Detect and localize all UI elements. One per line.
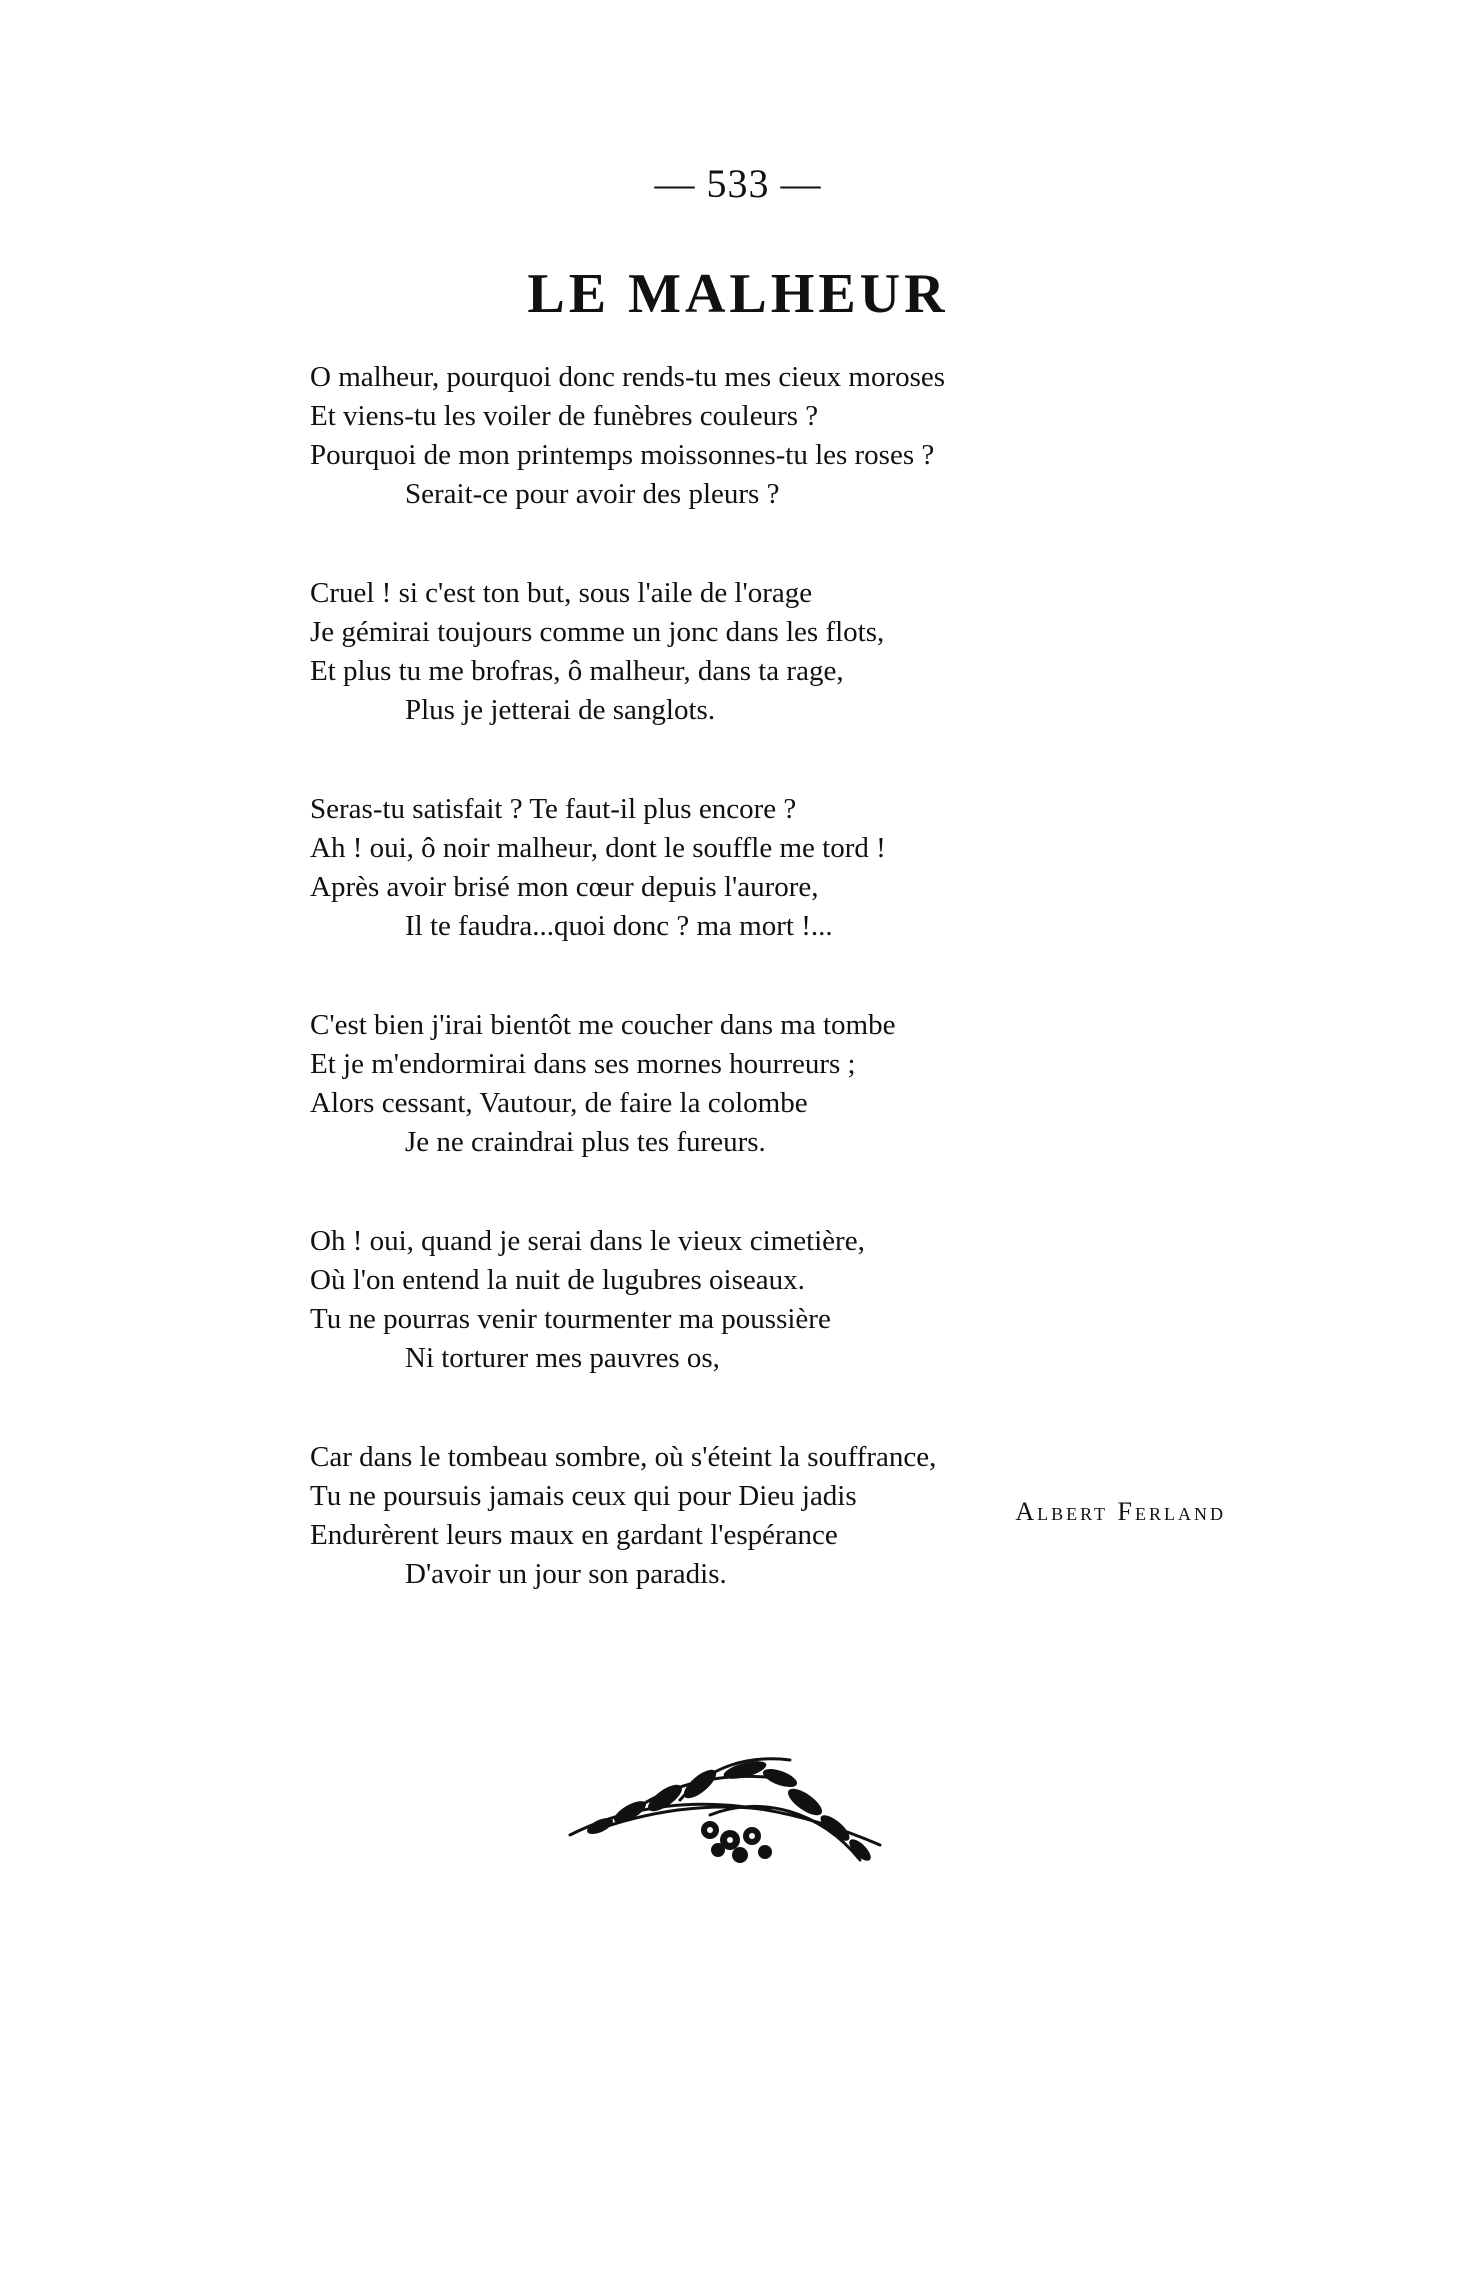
poem-body: [310, 358, 1210, 1654]
verse-line: C'est bien j'irai bientôt me coucher dans ma tombe: [310, 1009, 896, 1041]
author-signature: Albert Ferland: [1015, 1497, 1226, 1526]
stanza-5: [310, 1222, 1210, 1378]
stanza-4: [310, 1006, 1210, 1162]
verse-line: Ah ! oui, ô noir malheur, dont le souffle me tord !: [310, 832, 886, 864]
verse-line: Endurèrent leurs maux en gardant l'espérance: [310, 1519, 838, 1551]
verse-line: Pourquoi de mon printemps moissonnes-tu les roses ?: [310, 439, 935, 471]
verse-line-indented: Il te faudra...quoi donc ? ma mort !...: [405, 910, 833, 942]
verse-line: O malheur, pourquoi donc rends-tu mes cieux moroses: [310, 361, 946, 393]
verse-line-indented: Plus je jetterai de sanglots.: [405, 694, 716, 726]
verse-line: Alors cessant, Vautour, de faire la colombe: [310, 1087, 808, 1119]
verse-line: Seras-tu satisfait ? Te faut-il plus encore ?: [310, 793, 797, 825]
verse-line: Et plus tu me brofras, ô malheur, dans ta rage,: [310, 655, 844, 687]
verse-line: Tu ne pourras venir tourmenter ma poussière: [310, 1303, 831, 1335]
verse-line-indented: Serait-ce pour avoir des pleurs ?: [405, 478, 780, 510]
stanza-2: [310, 574, 1210, 730]
verse-line: Tu ne poursuis jamais ceux qui pour Dieu jadis: [310, 1480, 857, 1512]
verse-line-indented: Ni torturer mes pauvres os,: [405, 1342, 720, 1374]
verse-line: Et viens-tu les voiler de funèbres couleurs ?: [310, 400, 819, 432]
verse-line: Où l'on entend la nuit de lugubres oiseaux.: [310, 1264, 805, 1296]
verse-line: Et je m'endormirai dans ses mornes hourreurs ;: [310, 1048, 856, 1080]
verse-line: Je gémirai toujours comme un jonc dans les flots,: [310, 616, 885, 648]
verse-line-indented: Je ne craindrai plus tes fureurs.: [405, 1126, 766, 1158]
verse-line: Oh ! oui, quand je serai dans le vieux cimetière,: [310, 1225, 865, 1257]
page-number: — 533 —: [654, 161, 822, 206]
verse-line: Après avoir brisé mon cœur depuis l'aurore,: [310, 871, 819, 903]
stanza-1: [310, 358, 1210, 514]
stanza-3: [310, 790, 1210, 946]
poem-title: LE MALHEUR: [527, 263, 949, 325]
floral-spray-icon: [560, 1740, 890, 1880]
verse-line: Car dans le tombeau sombre, où s'éteint la souffrance,: [310, 1441, 937, 1473]
verse-line: Cruel ! si c'est ton but, sous l'aile de l'orage: [310, 577, 813, 609]
verse-line-indented: D'avoir un jour son paradis.: [405, 1558, 727, 1590]
